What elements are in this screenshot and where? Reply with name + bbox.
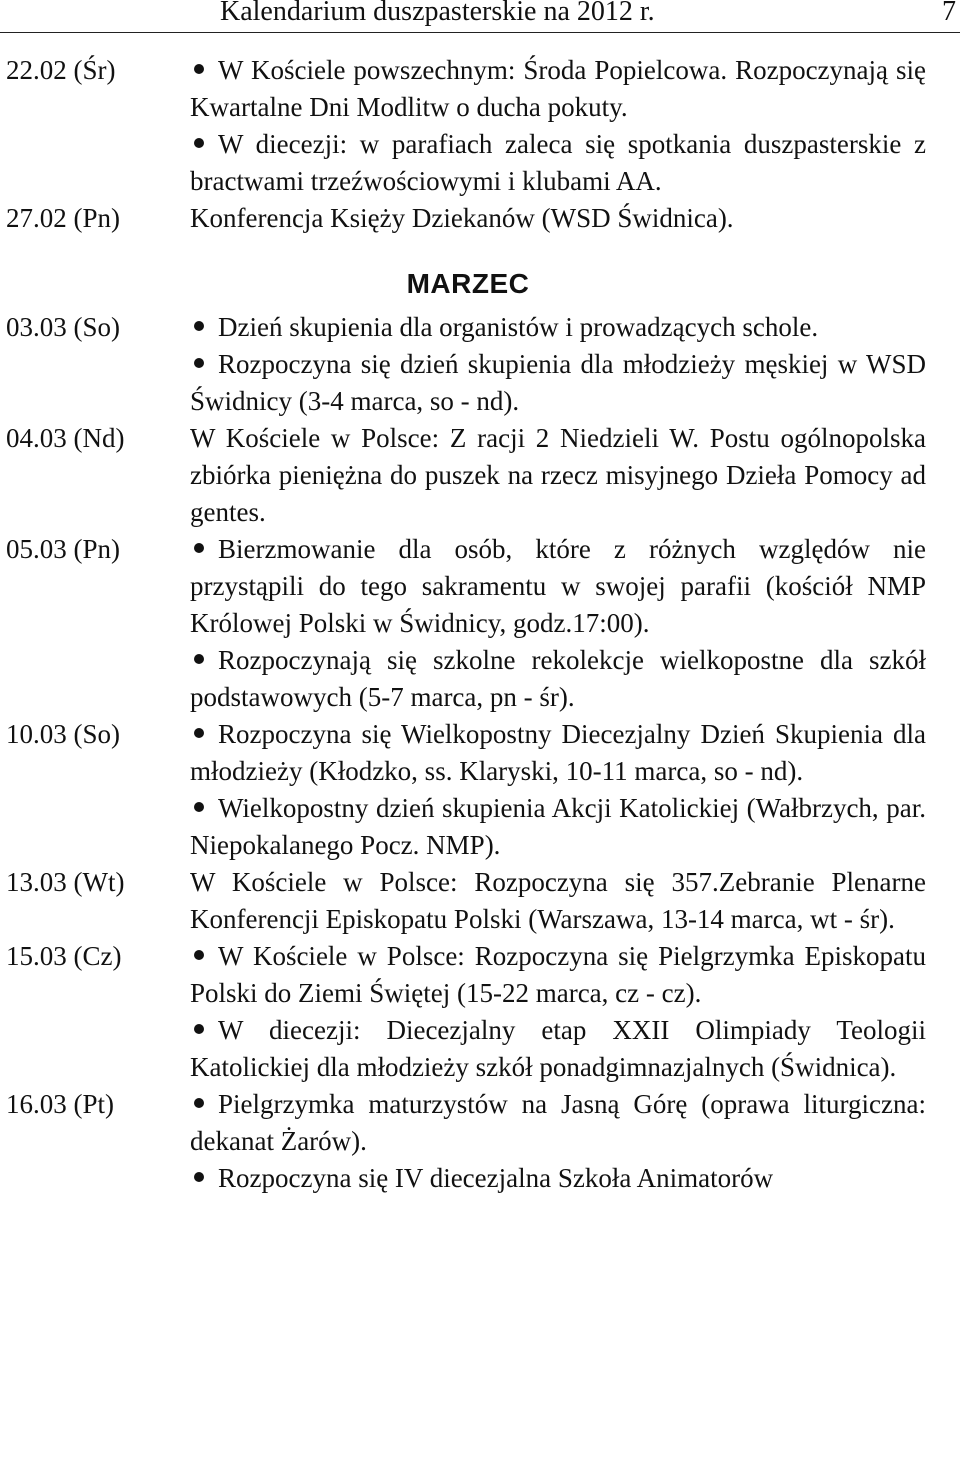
bullet-icon (194, 728, 204, 738)
calendar-entry (6, 531, 926, 716)
entry-date: 22.02 (Śr) (6, 55, 116, 85)
calendar-entry (6, 1086, 926, 1197)
bullet-icon (194, 802, 204, 812)
entry-text: W Kościele w Polsce: Rozpoczyna się Pielgrzymka Episkopatu Polski do Ziemi Świętej (15-22 marca, cz - cz). (190, 941, 926, 1008)
entry-text: Bierzmowanie dla osób, które z różnych względów nie przystąpili do tego sakramentu w swojej parafii (kościół NMP Królowej Polski w Świdnicy, godz.17:00). (190, 534, 926, 638)
calendar-entry (6, 309, 926, 420)
entry-item (190, 309, 926, 346)
entry-text: Rozpoczyna się IV diecezjalna Szkoła Animatorów (218, 1163, 774, 1193)
entry-text: W Kościele powszechnym: Środa Popielcowa. Rozpoczynają się Kwartalne Dni Modlitw o ducha pokuty. (190, 55, 926, 122)
bullet-icon (194, 950, 204, 960)
bullet-icon (194, 1098, 204, 1108)
entry-date: 04.03 (Nd) (6, 423, 125, 453)
entry-item (190, 531, 926, 642)
entry-date: 27.02 (Pn) (6, 203, 120, 233)
bullet-icon (194, 321, 204, 331)
calendar-entry (6, 864, 926, 938)
entry-item (190, 1086, 926, 1160)
calendar-entry (6, 938, 926, 1086)
entry-item (190, 200, 926, 237)
entry-item (190, 642, 926, 716)
entry-item (190, 938, 926, 1012)
entry-item (190, 420, 926, 531)
month-heading: MARZEC (406, 268, 530, 299)
entry-text: W Kościele w Polsce: Rozpoczyna się 357.Zebranie Plenarne Konferencji Episkopatu Polski (Warszawa, 13-14 marca, wt - śr). (190, 867, 926, 934)
entry-date: 03.03 (So) (6, 312, 120, 342)
entry-item (190, 864, 926, 938)
bullet-icon (194, 1024, 204, 1034)
header-rule (0, 32, 960, 33)
entry-text: Rozpoczyna się Wielkopostny Diecezjalny Dzień Skupienia dla młodzieży (Kłodzko, ss. Klaryski, 10-11 marca, so - nd). (190, 719, 926, 786)
entry-text: Pielgrzymka maturzystów na Jasną Górę (oprawa liturgiczna: dekanat Żarów). (190, 1089, 926, 1156)
entry-text: W diecezji: Diecezjalny etap XXII Olimpiady Teologii Katolickiej dla młodzieży szkół ponadgimnazjalnych (Świdnica). (190, 1015, 926, 1082)
entry-item (190, 1160, 926, 1197)
entry-item (190, 126, 926, 200)
bullet-icon (194, 543, 204, 553)
bullet-icon (194, 1172, 204, 1182)
entries-march (0, 309, 960, 1197)
entry-date: 10.03 (So) (6, 719, 120, 749)
bullet-icon (194, 64, 204, 74)
calendar-body (0, 52, 960, 1197)
entries-february (0, 52, 960, 237)
calendar-entry (6, 52, 926, 200)
entry-date: 13.03 (Wt) (6, 867, 125, 897)
calendar-entry (6, 200, 926, 237)
page-number: 7 (942, 0, 956, 27)
entry-date: 15.03 (Cz) (6, 941, 122, 971)
entry-date: 05.03 (Pn) (6, 534, 120, 564)
entry-text: Wielkopostny dzień skupienia Akcji Katolickiej (Wałbrzych, par. Niepokalanego Pocz. NMP). (190, 793, 926, 860)
bullet-icon (194, 654, 204, 664)
bullet-icon (194, 138, 204, 148)
bullet-icon (194, 358, 204, 368)
entry-text: W Kościele w Polsce: Z racji 2 Niedzieli W. Postu ogólnopolska zbiórka pieniężna do puszek na rzecz misyjnego Dzieła Pomocy ad gentes. (190, 423, 926, 527)
entry-date: 16.03 (Pt) (6, 1089, 114, 1119)
entry-text: Rozpoczyna się dzień skupienia dla młodzieży męskiej w WSD Świdnicy (3-4 marca, so - nd). (190, 349, 926, 416)
calendar-entry (6, 420, 926, 531)
entry-text: Konferencja Księży Dziekanów (WSD Świdnica). (190, 203, 734, 233)
header-title: Kalendarium duszpasterskie na 2012 r. (220, 0, 655, 27)
entry-text: W diecezji: w parafiach zaleca się spotkania duszpasterskie z bractwami trzeźwościowymi i klubami AA. (190, 129, 926, 196)
entry-item (190, 52, 926, 126)
entry-item (190, 1012, 926, 1086)
running-header (0, 0, 960, 32)
entry-item (190, 716, 926, 790)
calendar-entry (6, 716, 926, 864)
entry-text: Rozpoczynają się szkolne rekolekcje wielkopostne dla szkół podstawowych (5-7 marca, pn - śr). (190, 645, 926, 712)
entry-item (190, 790, 926, 864)
entry-item (190, 346, 926, 420)
entry-text: Dzień skupienia dla organistów i prowadzących schole. (218, 312, 819, 342)
